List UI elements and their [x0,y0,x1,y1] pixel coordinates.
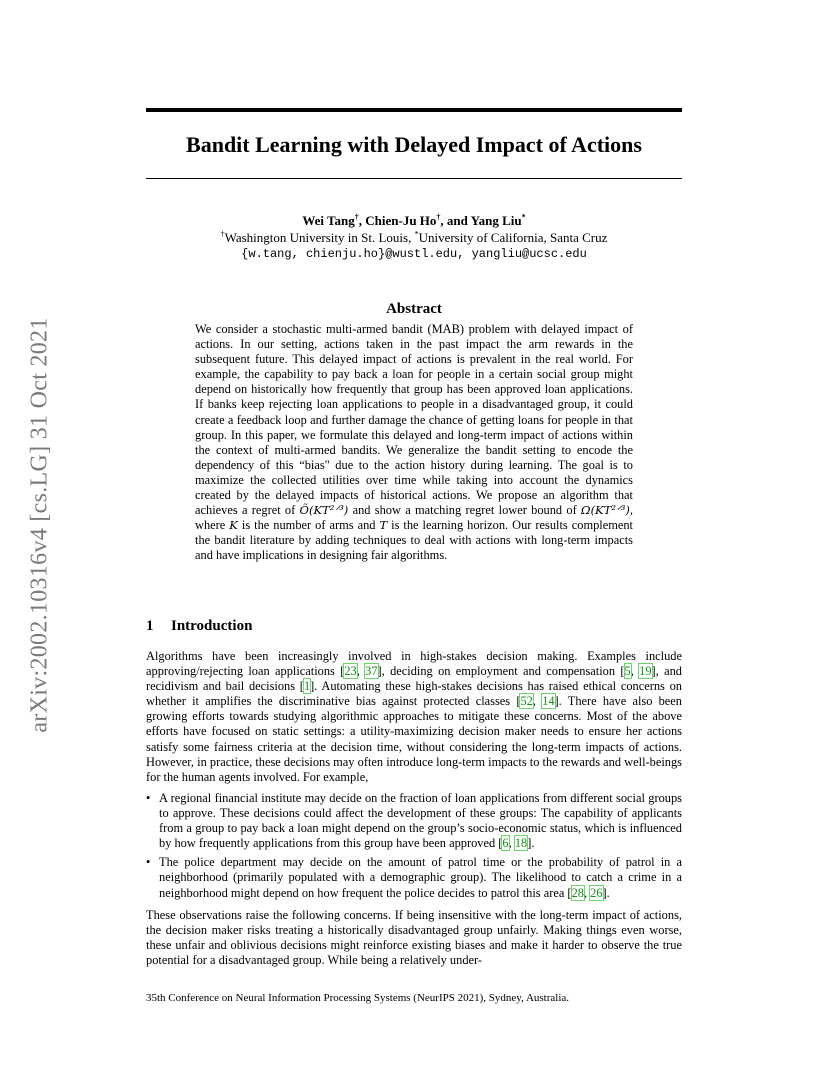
author-emails[interactable]: {w.tang, chienju.ho}@wustl.edu, yangliu@ucsc.edu [241,247,587,261]
author-block [146,212,682,263]
paragraph-text: , [356,664,366,679]
paragraph-text: Algorithms have been increasingly involved in high-stakes decision making. Examples include approving/rejecting loan applications [ [146,649,682,679]
list-item [146,855,682,900]
author-separator: , and [440,213,471,228]
paragraph-text: , [583,885,591,900]
citation-link[interactable]: 6 [502,836,509,851]
paragraph-text: The police department may decide on the amount of patrol time or the probability of patrol in a neighborhood (primarily populated with a demographic group). The likelihood to catch a crime in a neighborhood might depend on how frequent the police decides to patrol this area [ [159,855,682,900]
arxiv-identifier: arXiv:2002.10316v4 [cs.LG] 31 Oct 2021 [26,317,53,733]
paper-title: Bandit Learning with Delayed Impact of Actions [186,132,642,157]
section-heading-introduction [146,616,252,636]
math-k: K [229,518,238,533]
author-affiliations [146,229,682,246]
abstract-text: , where [195,503,633,533]
paragraph-text: ]. There have also been growing efforts towards studying algorithmic approaches to mitigate these concerns. Most of the above efforts have focused on static settings: a utility-maximizing decision maker needs to ensure her actions satisfy some fairness criteria at the decision time, without considering the long-term impacts of actions. However, in practice, these decisions may often introduce long-term impacts to the rewards and well-beings for the human agents involved. For example, [146,694,682,784]
paragraph-text: ]. [602,885,610,900]
author-affiliation-mark: † [436,212,441,222]
author-name: Wei Tang [302,213,355,228]
section-title: Introduction [171,618,253,634]
author-affiliation-mark: † [354,212,359,222]
affiliation-mark: † [220,229,225,239]
citation-link[interactable]: 26 [590,885,603,900]
citation-link[interactable]: 14 [542,694,555,709]
paragraph-text: A regional financial institute may decide on the fraction of loan applications from different social groups to approve. These decisions could affect the development of these groups: The capability of applicants from a group to pay back a loan might depend on the group’s socio-economic status, which is influenced by how frequently applications from this group have been approved [ [159,791,682,851]
citation-link[interactable]: 52 [520,694,533,709]
citation-link[interactable]: 5 [624,664,631,679]
abstract-text: We consider a stochastic multi-armed bandit (MAB) problem with delayed impact of actions. In our setting, actions taken in the past impact the arm rewards in the subsequent future. This delayed impact of actions is prevalent in the real world. For example, the capability to pay back a loan for people in a certain social group might depend on historically how frequently that group has been approved loan applications. If banks keep rejecting loan applications to people in a disadvantaged group, it could create a feedback loop and further damage the chance of getting loans for people in that group. In this paper, we formulate this delayed and long-term impact of actions within the context of multi-armed bandits. We generalize the bandit setting to encode the dependency of this “bias" due to the action history during learning. The goal is to maximize the collected utilities over time while taking into account the dynamics created by the delayed impacts of historical actions. We propose an algorithm that achieves a regret of [195,322,633,518]
example-bullet-list [146,791,682,905]
abstract-text: and show a matching regret lower bound of [348,503,582,518]
abstract-text: is the learning horizon. Our results complement the bandit literature by adding techniques to deal with actions with long-term impacts and have implications in designing fair algorithms. [195,518,633,563]
arxiv-sidebar [20,290,60,760]
math-lower-bound: Ω(KT²ᐟ³) [581,503,630,518]
author-names [146,212,682,229]
section-number: 1 [146,618,154,634]
title-bottom-rule [146,178,682,179]
citation-link[interactable]: 37 [365,664,378,679]
bullet-marker: • [146,855,151,870]
paragraph-text: ], deciding on employment and compensation [ [377,664,625,679]
author-name: Yang Liu [470,213,522,228]
intro-paragraph-1 [146,649,682,785]
paragraph-text: , [508,836,515,851]
author-name: Chien-Ju Ho [365,213,437,228]
title-top-rule [146,108,682,112]
math-upper-bound: Õ(KT²ᐟ³) [299,503,349,518]
paragraph-text: ]. Automating these high-stakes decisions has raised ethical concerns on whether it amplifies the discriminative bias against protected classes [ [146,679,682,709]
affiliation-washu: Washington University in St. Louis, [224,230,415,245]
affiliation-mark: * [414,229,419,239]
citation-link[interactable]: 19 [639,664,652,679]
citation-link[interactable]: 1 [303,679,311,694]
abstract-heading: Abstract [386,301,442,317]
paragraph-text: ]. [527,836,535,851]
intro-paragraph-2: These observations raise the following concerns. If being insensitive with the long-term impact of actions, the decision maker risks treating a historically disadvantaged group unfairly. Making things even worse, these unfair and oblivious decisions might reinforce existing biases and make it harder to observe the true potential for a disadvantaged group. While being a relatively under- [146,908,682,968]
paragraph-text: , [532,694,543,709]
citation-link[interactable]: 18 [514,836,528,851]
author-affiliation-mark: * [521,212,526,222]
bullet-marker: • [146,791,151,805]
citation-link[interactable]: 23 [344,664,357,679]
affiliation-ucsc: University of California, Santa Cruz [418,230,608,245]
citation-link[interactable]: 28 [571,885,584,900]
list-item [146,791,682,851]
math-t: T [379,518,388,533]
conference-footer: 35th Conference on Neural Information Processing Systems (NeurIPS 2021), Sydney, Australia. [146,992,570,1004]
abstract-text: is the number of arms and [237,518,380,533]
paragraph-text: , [630,664,640,679]
abstract-body [195,322,633,564]
author-separator: , [358,213,366,228]
paragraph-text: ], and recidivism and bail decisions [ [146,664,682,694]
